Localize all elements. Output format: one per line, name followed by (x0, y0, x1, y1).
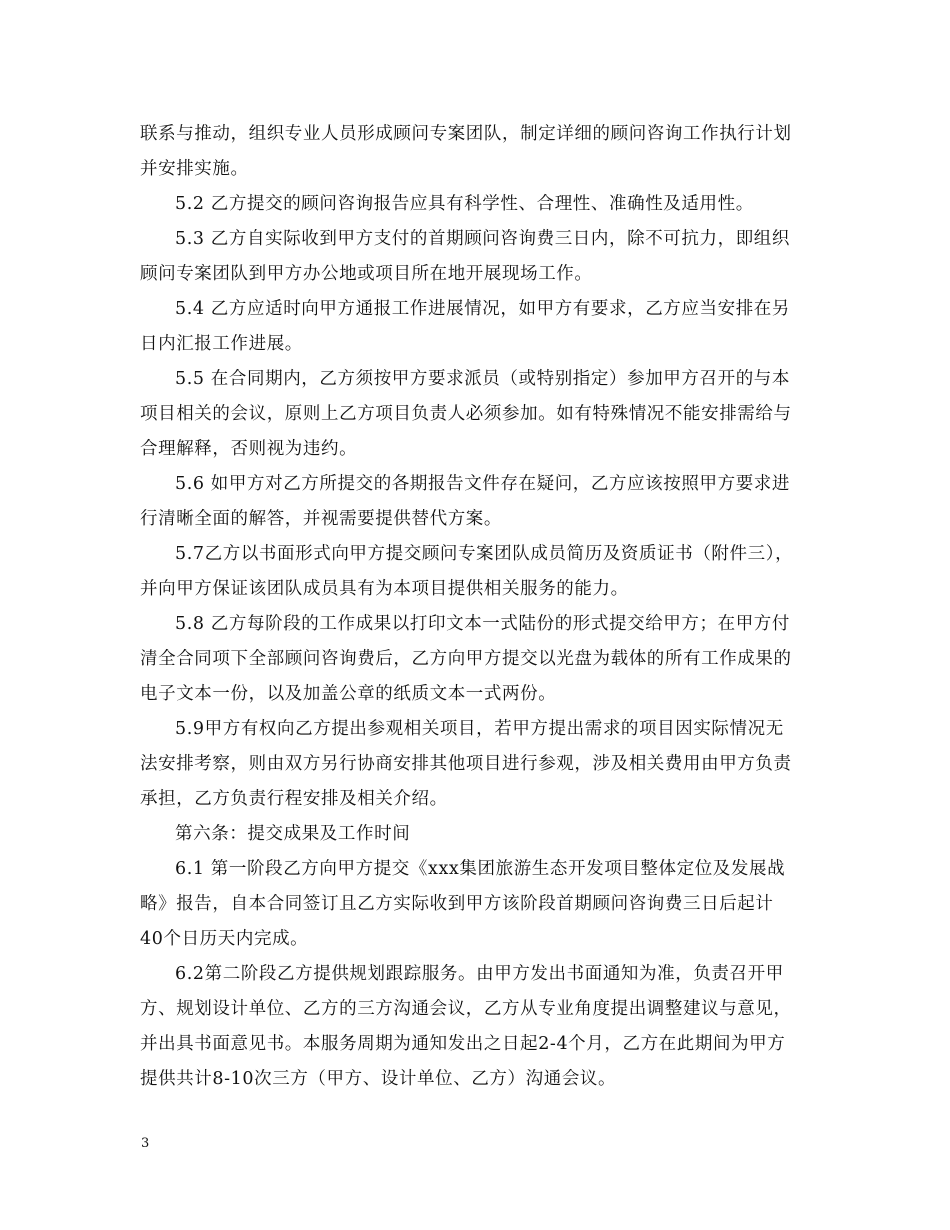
document-body (140, 117, 820, 1097)
clause-5-9: 5.9甲方有权向乙方提出参观相关项目，若甲方提出需求的项目因实际情况无 (175, 719, 784, 739)
clause-5-7: 5.7乙方以书面形式向甲方提交顾问专案团队成员简历及资质证书（附件三）， (175, 544, 794, 564)
paragraph-line: 电子文本一份，以及加盖公章的纸质文本一式两份。 (140, 684, 557, 704)
clause-5-3: 5.3 乙方自实际收到甲方支付的首期顾问咨询费三日内，除不可抗力，即组织 (175, 229, 790, 249)
clause-6-1: 6.1 第一阶段乙方向甲方提交《xxx集团旅游生态开发项目整体定位及发展战 (175, 859, 786, 879)
paragraph-line: 40个日历天内完成。 (140, 929, 309, 949)
clause-5-8: 5.8 乙方每阶段的工作成果以打印文本一式陆份的形式提交给甲方；在甲方付 (175, 614, 790, 634)
paragraph-line: 行清晰全面的解答，并视需要提供替代方案。 (140, 509, 502, 529)
paragraph-line: 并安排实施。 (140, 159, 249, 179)
paragraph-line: 清全合同项下全部顾问咨询费后，乙方向甲方提交以光盘为载体的所有工作成果的 (140, 649, 792, 669)
paragraph-line: 略》报告，自本合同签订且乙方实际收到甲方该阶段首期顾问咨询费三日后起计 (140, 894, 774, 914)
clause-5-2: 5.2 乙方提交的顾问咨询报告应具有科学性、合理性、准确性及适用性。 (175, 194, 754, 214)
paragraph-line: 并向甲方保证该团队成员具有为本项目提供相关服务的能力。 (140, 579, 629, 599)
section-heading: 第六条：提交成果及工作时间 (175, 824, 411, 844)
paragraph-line: 顾问专案团队到甲方办公地或项目所在地开展现场工作。 (140, 264, 593, 284)
paragraph-line: 承担，乙方负责行程安排及相关介绍。 (140, 789, 448, 809)
paragraph-line: 联系与推动，组织专业人员形成顾问专案团队，制定详细的顾问咨询工作执行计划 (140, 124, 792, 144)
clause-6-2: 6.2第二阶段乙方提供规划跟踪服务。由甲方发出书面通知为准，负责召开甲 (175, 964, 784, 984)
paragraph-line: 项目相关的会议，原则上乙方项目负责人必须参加。如有特殊情况不能安排需给与 (140, 404, 792, 424)
paragraph-line: 并出具书面意见书。本服务周期为通知发出之日起2-4个月，乙方在此期间为甲方 (140, 1034, 786, 1054)
page-number: 3 (141, 1136, 150, 1151)
clause-5-4: 5.4 乙方应适时向甲方通报工作进展情况，如甲方有要求，乙方应当安排在另 (175, 299, 790, 319)
clause-5-6: 5.6 如甲方对乙方所提交的各期报告文件存在疑问，乙方应该按照甲方要求进 (175, 474, 790, 494)
paragraph-line: 提供共计8-10次三方（甲方、设计单位、乙方）沟通会议。 (140, 1069, 617, 1089)
paragraph-line: 法安排考察，则由双方另行协商安排其他项目进行参观，涉及相关费用由甲方负责 (140, 754, 792, 774)
paragraph-line: 日内汇报工作进展。 (140, 334, 303, 354)
paragraph-line: 方、规划设计单位、乙方的三方沟通会议，乙方从专业角度提出调整建议与意见， (140, 999, 792, 1019)
clause-5-5: 5.5 在合同期内，乙方须按甲方要求派员（或特别指定）参加甲方召开的与本 (175, 369, 790, 389)
paragraph-line: 合理解释，否则视为违约。 (140, 439, 358, 459)
